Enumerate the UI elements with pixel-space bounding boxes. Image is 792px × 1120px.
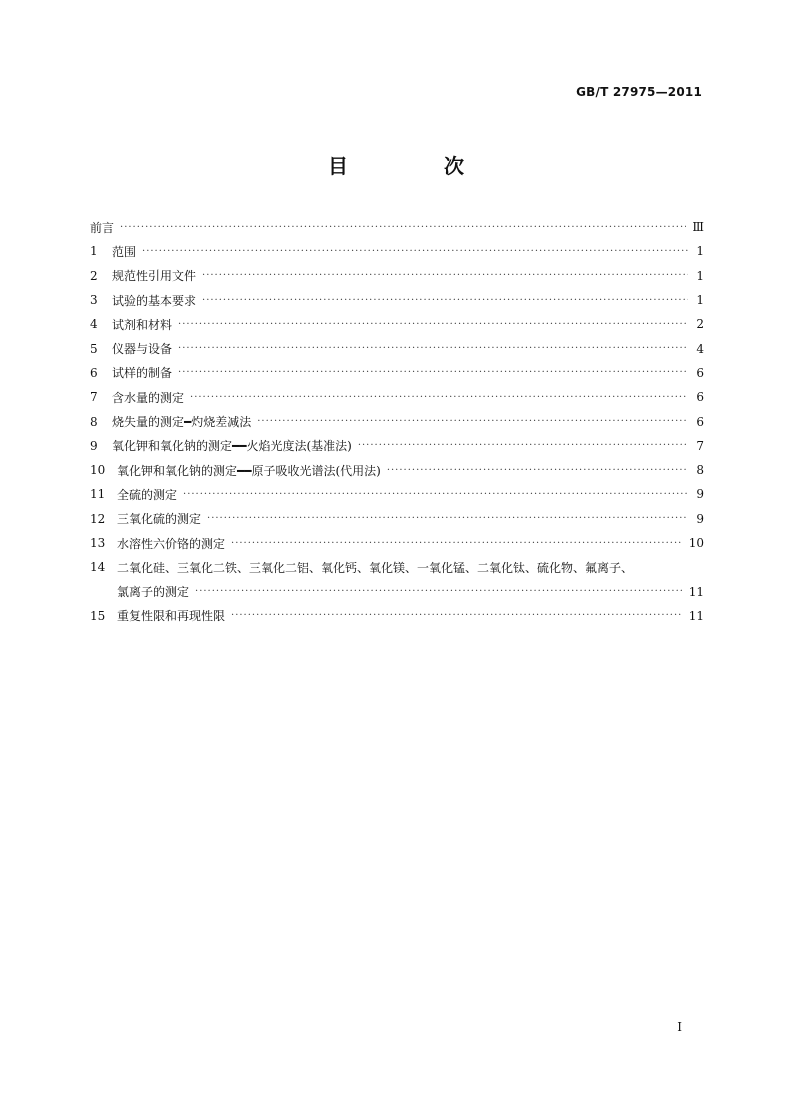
toc-entry-page: 1 bbox=[696, 293, 704, 308]
toc-entry-page: 4 bbox=[696, 341, 704, 356]
toc-entry-number: 13 bbox=[90, 536, 106, 550]
toc-entry-number: 7 bbox=[90, 390, 98, 405]
dot-leader bbox=[183, 489, 688, 500]
toc-entry-page: 7 bbox=[696, 438, 704, 453]
toc-entry-title: 二氧化硅、三氧化二铁、三氧化二铝、氧化钙、氧化镁、一氧化锰、二氧化钛、硫化物、氟离子、 bbox=[117, 560, 634, 575]
toc-entry-page: 9 bbox=[696, 511, 704, 526]
dot-leader bbox=[202, 270, 688, 281]
toc-entry-number: 10 bbox=[90, 463, 106, 478]
dot-leader bbox=[358, 440, 688, 451]
toc-entry-number: 15 bbox=[90, 608, 106, 623]
dot-leader bbox=[178, 343, 688, 354]
dot-leader bbox=[257, 416, 688, 427]
toc-entry-title: 试验的基本要求 bbox=[112, 293, 197, 308]
toc-entry-title: 三氧化硫的测定 bbox=[117, 512, 202, 527]
toc-entry-page: 8 bbox=[696, 463, 704, 478]
dot-leader bbox=[231, 538, 683, 549]
toc-entry-number: 6 bbox=[90, 365, 98, 380]
toc-entry-title: 重复性限和再现性限 bbox=[117, 609, 226, 624]
toc-entry-8[interactable] bbox=[90, 409, 704, 433]
toc-entry-11[interactable] bbox=[90, 482, 704, 506]
dot-leader bbox=[120, 222, 686, 233]
dot-leader bbox=[178, 319, 688, 330]
toc-title: 目 次 bbox=[328, 154, 502, 178]
dot-leader bbox=[195, 586, 683, 597]
toc-entry-2[interactable] bbox=[90, 264, 704, 288]
toc-entry-title: 全硫的测定 bbox=[117, 487, 178, 502]
toc-entry-page: 1 bbox=[696, 268, 704, 283]
toc-entry-6[interactable] bbox=[90, 361, 704, 385]
toc-entry-title: 氧化钾和氧化钠的测定━━原子吸收光谱法(代用法) bbox=[117, 463, 381, 478]
standard-number: GB/T 27975—2011 bbox=[576, 85, 702, 99]
toc-entry-page: 9 bbox=[696, 487, 704, 502]
toc-entry-page: 1 bbox=[696, 244, 704, 259]
toc-entry-number: 9 bbox=[90, 438, 98, 453]
dot-leader bbox=[207, 513, 688, 524]
toc-entry-number: 1 bbox=[90, 244, 98, 259]
toc-entry-title: 氧化钾和氧化钠的测定━━火焰光度法(基准法) bbox=[112, 439, 352, 454]
toc-entry-page: 11 bbox=[688, 584, 704, 599]
dot-leader bbox=[202, 295, 688, 306]
toc-entry-page: 11 bbox=[688, 608, 704, 623]
toc-entry-number: 5 bbox=[90, 341, 98, 356]
toc-entry-title: 仪器与设备 bbox=[112, 342, 173, 357]
page-number: I bbox=[677, 1020, 682, 1034]
toc-entry-12[interactable] bbox=[90, 507, 704, 531]
toc-entry-page: 6 bbox=[696, 365, 704, 380]
toc-entry-15[interactable] bbox=[90, 604, 704, 628]
toc-entry-4[interactable] bbox=[90, 312, 704, 336]
toc-entry-number: 12 bbox=[90, 511, 106, 526]
dot-leader bbox=[142, 246, 688, 257]
toc-entry-title: 试样的制备 bbox=[112, 366, 173, 381]
toc-entry-1[interactable] bbox=[90, 239, 704, 263]
toc-entry-number: 8 bbox=[90, 414, 98, 429]
toc-entry-page: 6 bbox=[696, 414, 704, 429]
toc-entry-9[interactable] bbox=[90, 434, 704, 458]
toc-entry-14-line2[interactable] bbox=[90, 579, 704, 603]
toc-entry-foreword[interactable] bbox=[90, 215, 704, 239]
toc-entry-title: 前言 bbox=[90, 220, 115, 235]
toc-entry-13[interactable] bbox=[90, 531, 704, 555]
toc-entry-title-continued: 氯离子的测定 bbox=[117, 585, 190, 600]
toc-entry-title: 含水量的测定 bbox=[112, 390, 185, 405]
toc-entry-10[interactable] bbox=[90, 458, 704, 482]
toc-entry-number: 3 bbox=[90, 293, 98, 308]
toc-entry-page: Ⅲ bbox=[692, 220, 704, 235]
toc-entry-title: 烧失量的测定━灼烧差减法 bbox=[112, 415, 252, 430]
dot-leader bbox=[387, 465, 688, 476]
toc-entry-14-line1[interactable] bbox=[90, 555, 704, 579]
dot-leader bbox=[178, 367, 688, 378]
toc-entry-number: 4 bbox=[90, 317, 98, 332]
toc-entry-page: 2 bbox=[696, 317, 704, 332]
dot-leader bbox=[190, 392, 688, 403]
toc-entry-title: 范围 bbox=[112, 244, 137, 259]
toc-entry-page: 10 bbox=[688, 536, 704, 550]
toc-entry-number: 14 bbox=[90, 560, 106, 575]
toc-entry-number: 2 bbox=[90, 268, 98, 283]
toc-entry-3[interactable] bbox=[90, 288, 704, 312]
toc-entry-5[interactable] bbox=[90, 336, 704, 360]
toc-entry-title: 水溶性六价铬的测定 bbox=[117, 536, 226, 551]
toc-entry-title: 规范性引用文件 bbox=[112, 269, 197, 284]
table-of-contents bbox=[90, 215, 704, 628]
dot-leader bbox=[231, 610, 683, 621]
toc-entry-page: 6 bbox=[696, 390, 704, 405]
toc-entry-number: 11 bbox=[90, 487, 106, 502]
toc-entry-title: 试剂和材料 bbox=[112, 317, 173, 332]
toc-entry-7[interactable] bbox=[90, 385, 704, 409]
